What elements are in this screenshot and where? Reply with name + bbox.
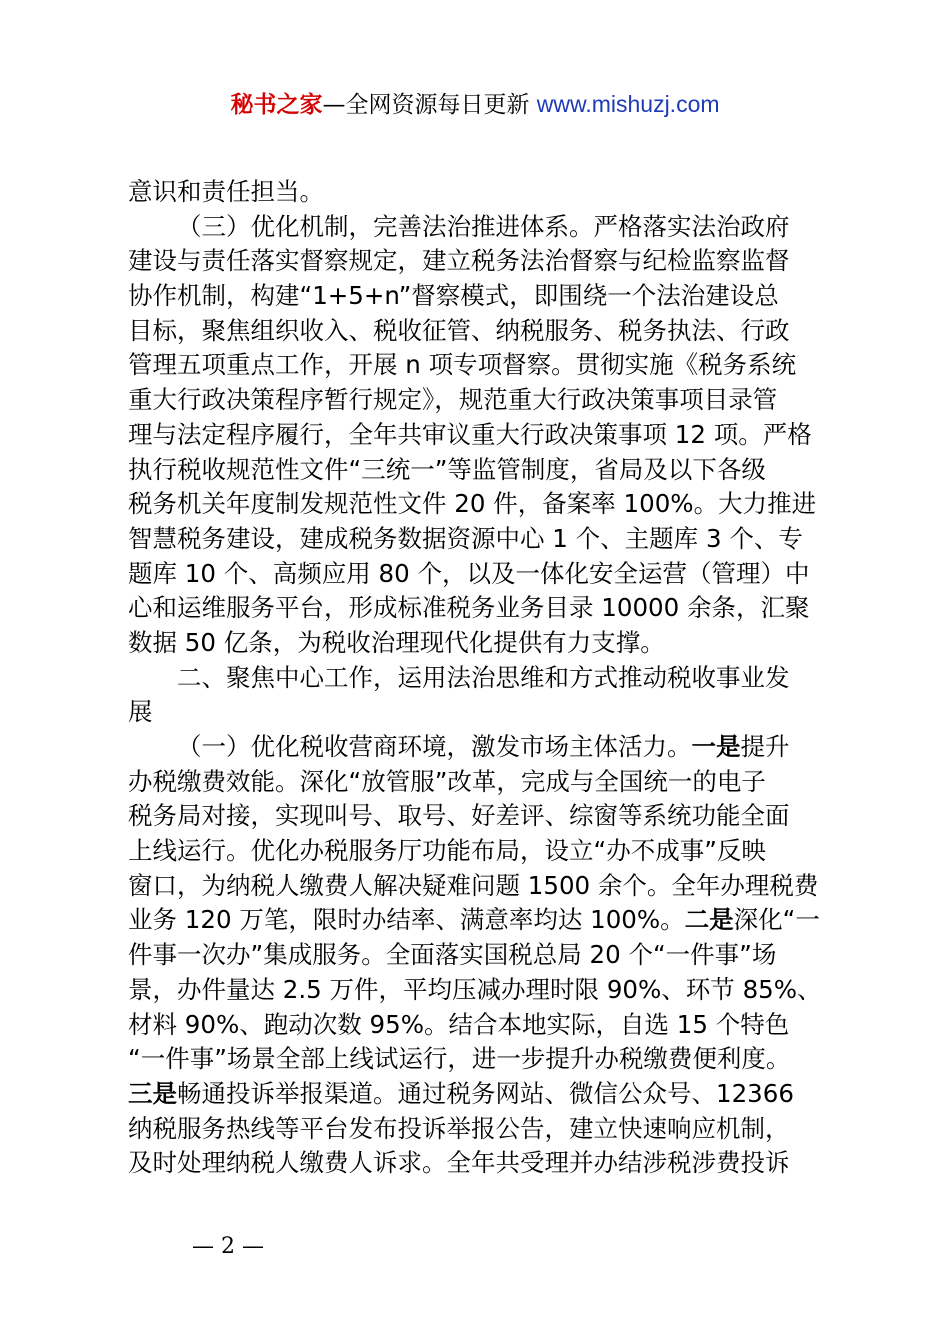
text-line: 数据 50 亿条，为税收治理现代化提供有力支撑。: [128, 627, 665, 657]
text-line: 建设与责任落实督察规定，建立税务法治督察与纪检监察监督: [128, 246, 790, 276]
text-line: 智慧税务建设，建成税务数据资源中心 1 个、主题库 3 个、专: [128, 523, 803, 553]
text-line: 景，办件量达 2.5 万件，平均压减办理时限 90%、环节 85%、: [128, 974, 822, 1004]
text-line: 材料 90%、跑动次数 95%。结合本地实际，自选 15 个特色: [128, 1009, 790, 1039]
text-line: 税务局对接，实现叫号、取号、好差评、综窗等系统功能全面: [128, 801, 790, 831]
section-heading: 展: [128, 697, 153, 727]
text-line: 理与法定程序履行，全年共审议重大行政决策事项 12 项。严格: [128, 419, 812, 449]
text-line: 办税缴费效能。深化“放管服”改革，完成与全国统一的电子: [128, 766, 766, 796]
text-line: （一）优化税收营商环境，激发市场主体活力。一是提升: [177, 732, 790, 761]
text-line: 协作机制，构建“1+5+n”督察模式，即围绕一个法治建设总: [128, 281, 779, 311]
text-line: 执行税收规范性文件“三统一”等监管制度，省局及以下各级: [128, 454, 766, 484]
banner-slogan: —全网资源每日更新: [322, 92, 537, 118]
text-line: 及时处理纳税人缴费人诉求。全年共受理并办结涉税涉费投诉: [128, 1148, 790, 1178]
text-line: 心和运维服务平台，形成标准税务业务目录 10000 余条，汇聚: [128, 593, 810, 623]
text-line: 窗口，为纳税人缴费人解决疑难问题 1500 余个。全年办理税费: [128, 870, 819, 900]
site-banner: [0, 88, 950, 121]
text-line: （三）优化机制，完善法治推进体系。严格落实法治政府: [177, 211, 790, 241]
text-line: 纳税服务热线等平台发布投诉举报公告，建立快速响应机制，: [128, 1113, 790, 1143]
text-line: 重大行政决策程序暂行规定》，规范重大行政决策事项目录管: [128, 385, 778, 415]
text-line: 上线运行。优化办税服务厅功能布局，设立“办不成事”反映: [128, 836, 766, 866]
text-line: 件事一次办”集成服务。全面落实国税总局 20 个“一件事”场: [128, 940, 777, 970]
text-line: 题库 10 个、高频应用 80 个，以及一体化安全运营（管理）中: [128, 558, 810, 588]
text-line: 三是畅通投诉举报渠道。通过税务网站、微信公众号、12366: [128, 1078, 794, 1108]
text-line: 业务 120 万笔，限时办结率、满意率均达 100%。二是深化“一: [128, 905, 820, 935]
text-line: 税务机关年度制发规范性文件 20 件，备案率 100%。大力推进: [128, 489, 817, 519]
document-body: [128, 175, 833, 1181]
section-heading: 二、聚焦中心工作，运用法治思维和方式推动税收事业发: [177, 662, 790, 692]
brand-name: 秘书之家: [230, 92, 323, 118]
site-url[interactable]: www.mishuzj.com: [536, 91, 720, 117]
text-line: 目标，聚焦组织收入、税收征管、纳税服务、税务执法、行政: [128, 315, 790, 345]
text-line: “一件事”场景全部上线试运行，进一步提升办税缴费便利度。: [128, 1044, 791, 1074]
text-line: 意识和责任担当。: [128, 177, 324, 206]
page-number: — 2 —: [192, 1234, 264, 1259]
text-line: 管理五项重点工作，开展 n 项专项督察。贯彻实施《税务系统: [128, 350, 797, 380]
